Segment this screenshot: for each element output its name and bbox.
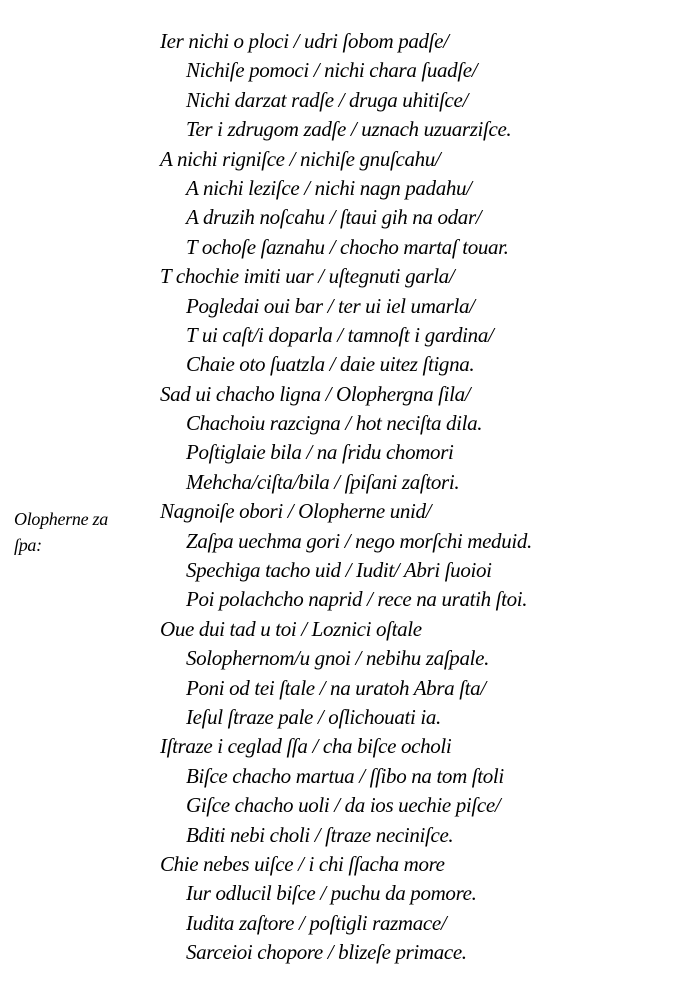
verse-line: Solophernom/u gnoi / nebihu zaſpale.: [186, 646, 489, 671]
stanza-first-line: A nichi rigniſce / nichiſe gnuſcahu/: [160, 146, 441, 171]
stanza-first-line: Ier nichi o ploci / udri ſobom padſe/: [160, 29, 449, 53]
stanza-first-line: Iſtraze i ceglad ſſa / cha biſce ocholi: [160, 734, 452, 759]
verse-line: Bditi nebi choli / ſtraze neciniſce.: [186, 822, 454, 847]
verse-line: Ieſul ſtraze pale / oſlichouati ia.: [186, 704, 441, 729]
margin-note-line: Olopherne za: [14, 509, 108, 529]
verse-line: Poſtiglaie bila / na ſridu chomori: [186, 440, 454, 465]
verse-line: Nichiſe pomoci / nichi chara ſuadſe/: [186, 58, 478, 83]
verse-line: Ter i zdrugom zadſe / uznach uzuarziſce.: [186, 117, 512, 142]
verse-line: Chachoiu razcigna / hot neciſta dila.: [186, 411, 483, 436]
verse-line: Sarceioi chopore / blizeſe primace.: [186, 940, 467, 965]
stanza-first-line: Oue dui tad u toi / Loznici oſtale: [160, 616, 422, 641]
verse-line: T ochoſe ſaznahu / chocho martaſ touar.: [186, 234, 509, 259]
margin-note-line: ſpa:: [14, 535, 42, 555]
verse-line: Zaſpa uechma gori / nego morſchi meduid.: [186, 528, 532, 553]
stanza-first-line: Nagnoiſe obori / Olopherne unid/: [160, 499, 432, 524]
verse-line: Giſce chacho uoli / da ios uechie piſce/: [186, 793, 501, 818]
stanza-first-line: Chie nebes uiſce / i chi ſſacha more: [160, 851, 445, 876]
verse-line: A nichi leziſce / nichi nagn padahu/: [186, 175, 472, 200]
verse-line: Poi polachcho naprid / rece na uratih ſtoi.: [186, 587, 528, 612]
verse-line: A druzih noſcahu / ſtaui gih na odar/: [186, 205, 482, 230]
verse-line: Pogledai oui bar / ter ui iel umarla/: [186, 293, 475, 318]
verse-line: Spechiga tacho uid / Iudit/ Abri ſuoioi: [186, 558, 492, 583]
verse-line: Chaie oto ſuatzla / daie uitez ſtigna.: [186, 352, 475, 377]
stanza-first-line: T chochie imiti uar / uſtegnuti garla/: [160, 264, 455, 289]
verse-line: Poni od tei ſtale / na uratoh Abra ſta/: [186, 675, 486, 700]
verse-line: Iur odlucil biſce / puchu da pomore.: [186, 881, 477, 906]
stanza-first-line: Sad ui chacho ligna / Olophergna ſila/: [160, 381, 471, 406]
verse-line: Iudita zaſtore / poſtigli razmace/: [186, 910, 447, 935]
verse-line: Biſce chacho martua / ſſibo na tom ſtoli: [186, 763, 504, 788]
verse-line: T ui caſt/i doparla / tamnoſt i gardina/: [186, 322, 494, 347]
verse-line: Mehcha/ciſta/bila / ſpiſani zaſtori.: [186, 469, 460, 494]
verse-line: Nichi darzat radſe / druga uhitiſce/: [186, 87, 468, 112]
verse-block: [0, 27, 675, 968]
